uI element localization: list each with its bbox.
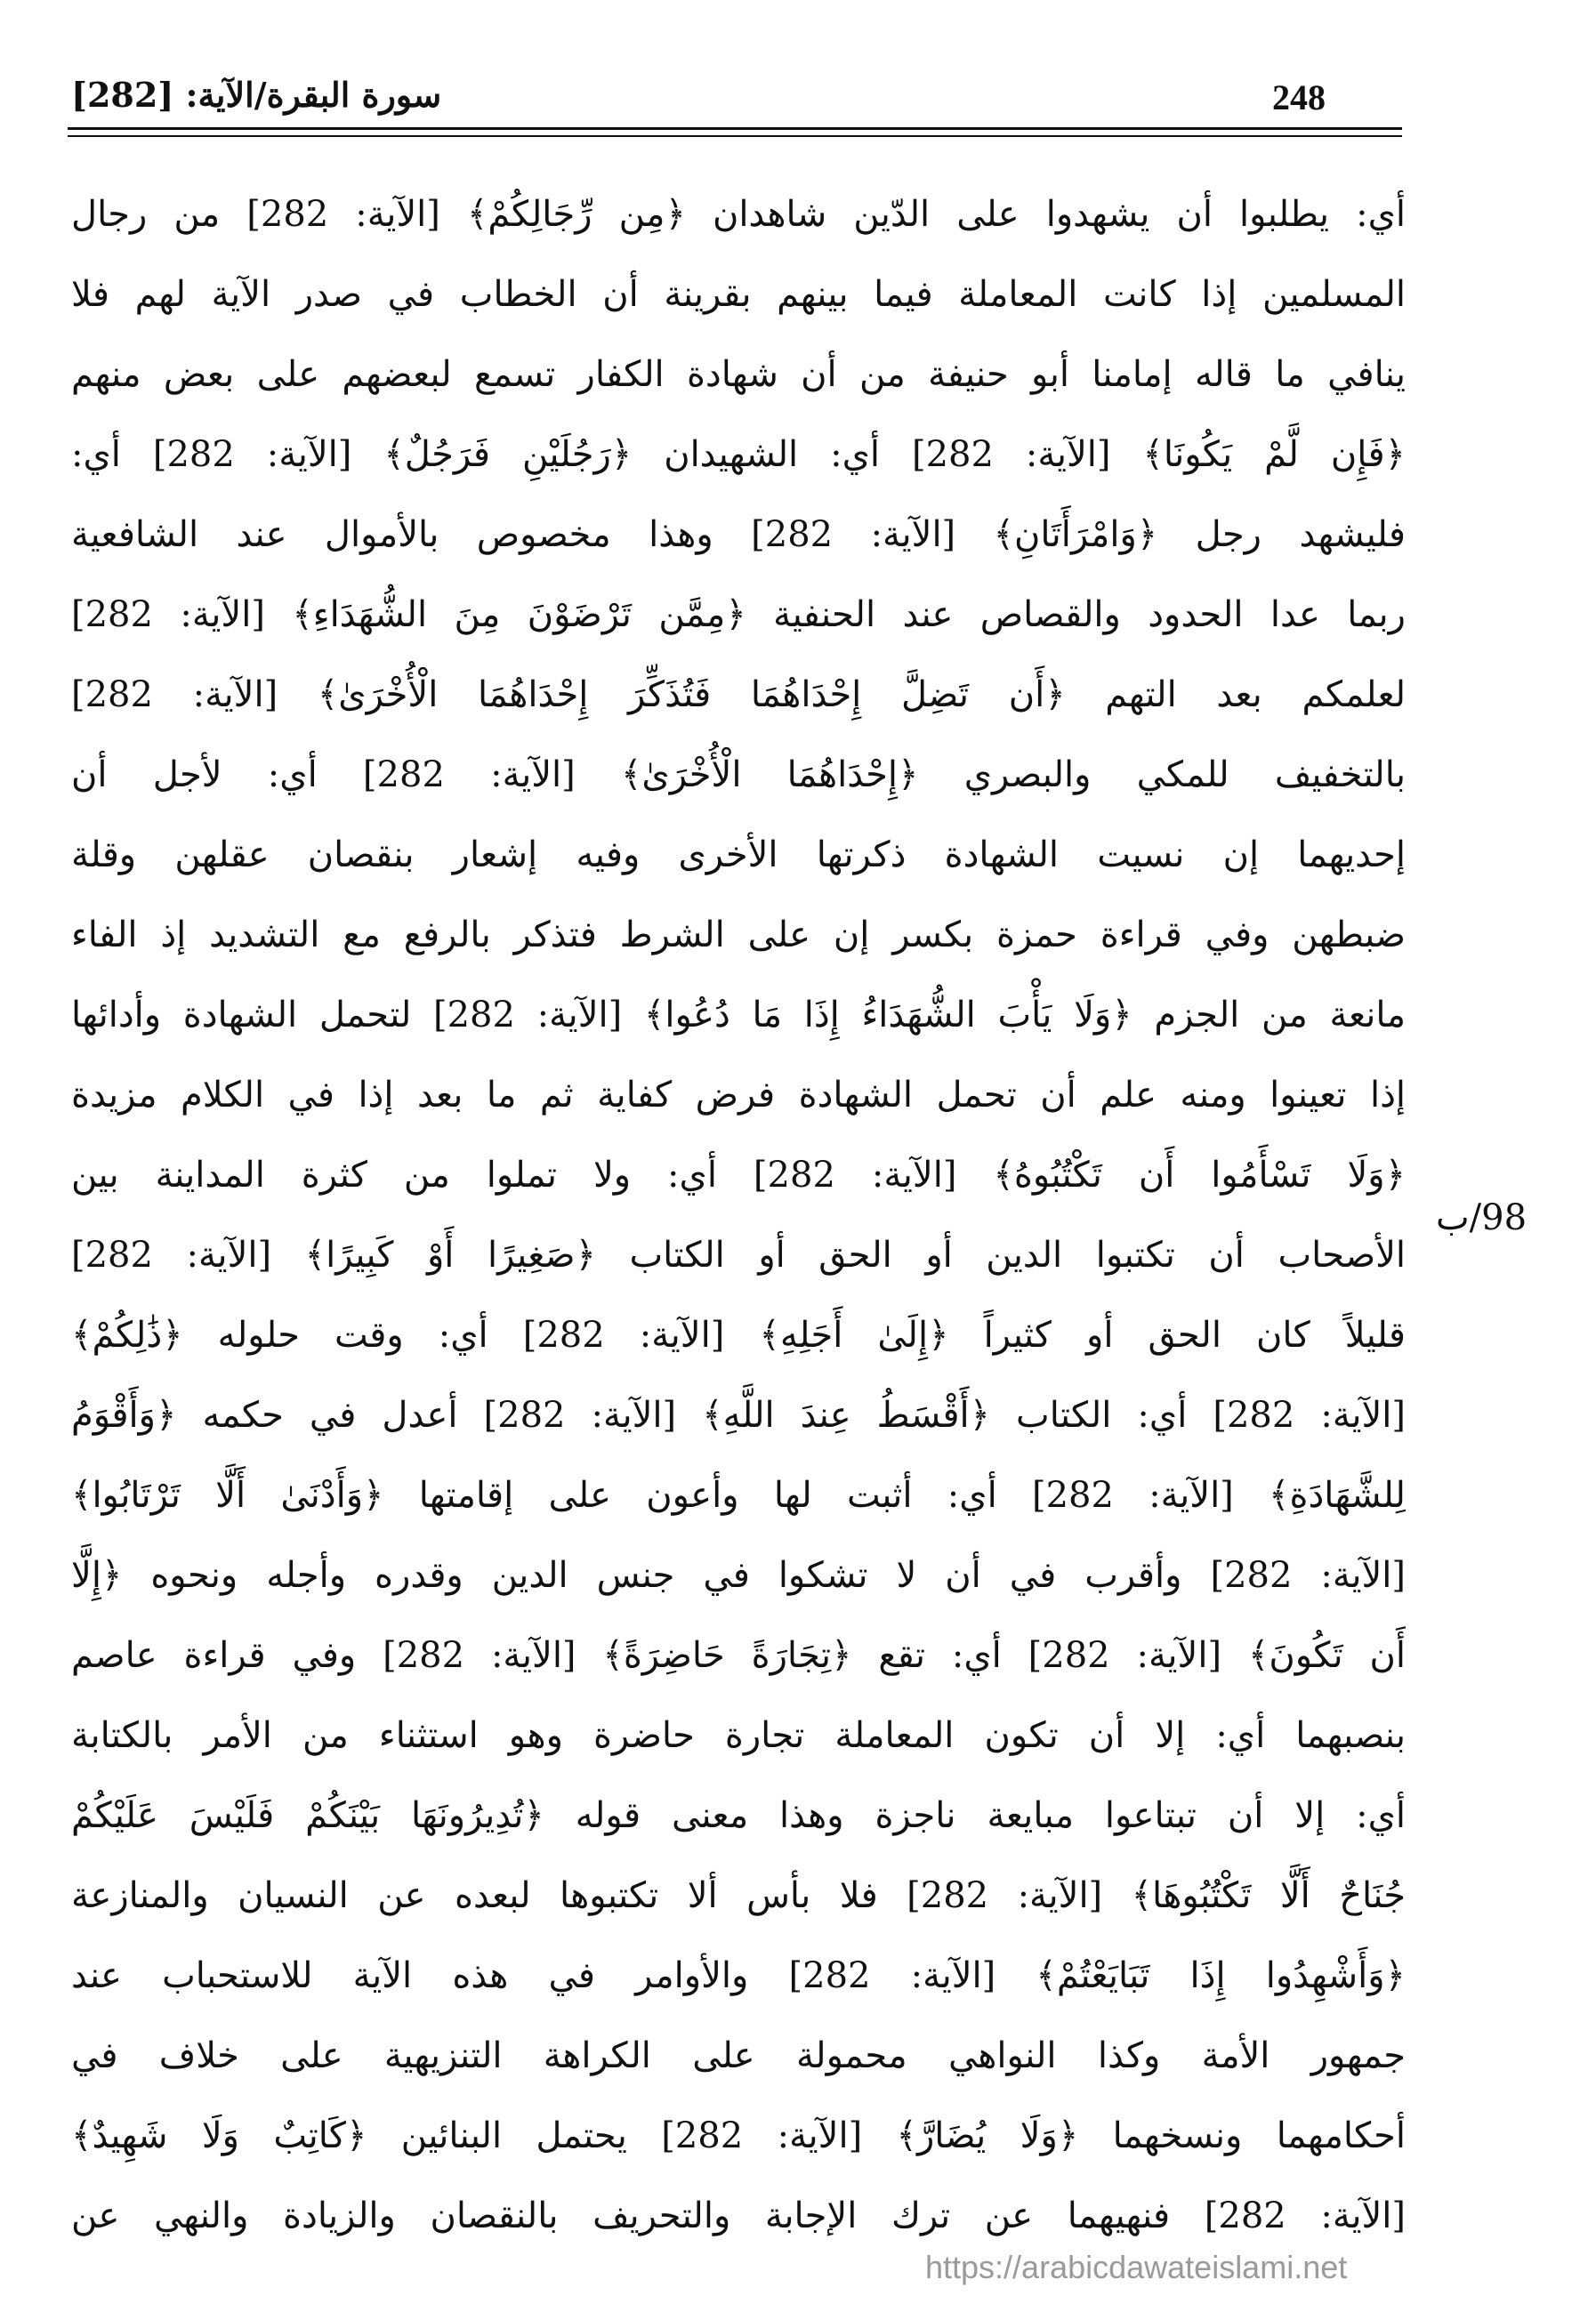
- text-line: ربما عدا الحدود والقصاص عند الحنفية ﴿مِمَّن تَرْضَوْنَ مِنَ الشُّهَدَاءِ﴾ [الآية: 282]: [71, 594, 1406, 635]
- watermark-url: https://arabicdawateislami.net: [925, 2249, 1348, 2285]
- text-line: ينافي ما قاله إمامنا أبو حنيفة من أن شهادة الكفار تسمع لبعضهم على بعض منهم: [71, 354, 1406, 395]
- text-line: إذا تعينوا ومنه علم أن تحمل الشهادة فرض كفاية ثم ما بعد إذا في الكلام مزيدة: [71, 1075, 1406, 1116]
- text-line: لعلمكم بعد التهم ﴿أَن تَضِلَّ إِحْدَاهُمَا فَتُذَكِّرَ إِحْدَاهُمَا الْأُخْرَىٰ﴾ [الآية: 282]: [71, 674, 1406, 715]
- text-line: بالتخفيف للمكي والبصري ﴿إِحْدَاهُمَا الْأُخْرَىٰ﴾ [الآية: 282] أي: لأجل أن: [71, 754, 1406, 795]
- header-rule-secondary: [68, 135, 1402, 137]
- text-line: [الآية: 282] أي: الكتاب ﴿أَقْسَطُ عِندَ اللَّهِ﴾ [الآية: 282] أعدل في حكمه ﴿وَأَقْوَمُ: [71, 1395, 1406, 1436]
- text-line: أحكامهما ونسخهما ﴿وَلَا يُضَارَّ﴾ [الآية: 282] يحتمل البنائين ﴿كَاتِبٌ وَلَا شَهِيدٌ﴾: [71, 2115, 1406, 2156]
- page-header-title: سورة البقرة/الآية: [282]: [71, 75, 442, 115]
- page-number: 248: [1272, 77, 1326, 117]
- text-line: ﴿وَلَا تَسْأَمُوا أَن تَكْتُبُوهُ﴾ [الآية: 282] أي: ولا تملوا من كثرة المداينة بين: [71, 1155, 1406, 1196]
- text-line: بنصبهما أي: إلا أن تكون المعاملة تجارة حاضرة وهو استثناء من الأمر بالكتابة: [71, 1715, 1406, 1756]
- text-line: لِلشَّهَادَةِ﴾ [الآية: 282] أي: أثبت لها وأعون على إقامتها ﴿وَأَدْنَىٰ أَلَّا تَرْتَابُوا﴾: [71, 1475, 1406, 1516]
- text-line: جمهور الأمة وكذا النواهي محمولة على الكراهة التنزيهية على خلاف في: [71, 2035, 1406, 2076]
- text-line: [الآية: 282] وأقرب في أن لا تشكوا في جنس الدين وقدره وأجله ونحوه ﴿إِلَّا: [71, 1555, 1406, 1596]
- text-line: مانعة من الجزم ﴿وَلَا يَأْبَ الشُّهَدَاءُ إِذَا مَا دُعُوا﴾ [الآية: 282] لتحمل الشهادة وأدائها: [71, 995, 1406, 1035]
- text-line: ﴿فَإِن لَّمْ يَكُونَا﴾ [الآية: 282] أي: الشهيدان ﴿رَجُلَيْنِ فَرَجُلٌ﴾ [الآية: 282] أي:: [71, 434, 1406, 475]
- text-line: أَن تَكُونَ﴾ [الآية: 282] أي: تقع ﴿تِجَارَةً حَاضِرَةً﴾ [الآية: 282] وفي قراءة عاصم: [71, 1635, 1406, 1676]
- text-line: الأصحاب أن تكتبوا الدين أو الحق أو الكتاب ﴿صَغِيرًا أَوْ كَبِيرًا﴾ [الآية: 282]: [71, 1235, 1406, 1276]
- text-line: جُنَاحٌ أَلَّا تَكْتُبُوهَا﴾ [الآية: 282] فلا بأس ألا تكتبوها لبعده عن النسيان والمنازعة: [71, 1875, 1406, 1916]
- text-line: قليلاً كان الحق أو كثيراً ﴿إِلَىٰ أَجَلِهِ﴾ [الآية: 282] أي: وقت حلوله ﴿ذَٰلِكُمْ﴾: [71, 1315, 1406, 1356]
- body-text: [71, 174, 1406, 2256]
- text-line: أي: يطلبوا أن يشهدوا على الدّين شاهدان ﴿مِن رِّجَالِكُمْ﴾ [الآية: 282] من رجال: [71, 194, 1406, 235]
- text-line: فليشهد رجل ﴿وَامْرَأَتَانِ﴾ [الآية: 282] وهذا مخصوص بالأموال عند الشافعية: [71, 514, 1406, 555]
- text-line: أي: إلا أن تبتاعوا مبايعة ناجزة وهذا معنى قوله ﴿تُدِيرُونَهَا بَيْنَكُمْ فَلَيْسَ عَلَيْكُمْ: [71, 1795, 1406, 1836]
- text-line: ضبطهن وفي قراءة حمزة بكسر إن على الشرط فتذكر بالرفع مع التشديد إذ الفاء: [71, 914, 1406, 955]
- text-line: [الآية: 282] فنهيهما عن ترك الإجابة والتحريف بالنقصان والزيادة والنهي عن: [71, 2195, 1406, 2236]
- text-line: إحديهما إن نسيت الشهادة ذكرتها الأخرى وفيه إشعار بنقصان عقلهن وقلة: [71, 834, 1406, 875]
- header-rule: [68, 127, 1402, 130]
- text-line: ﴿وَأَشْهِدُوا إِذَا تَبَايَعْتُمْ﴾ [الآية: 282] والأوامر في هذه الآية للاستحباب عند: [71, 1955, 1406, 1996]
- margin-folio-note: 98/ب: [1436, 1197, 1527, 1238]
- text-line: المسلمين إذا كانت المعاملة فيما بينهم بقرينة أن الخطاب في صدر الآية لهم فلا: [71, 274, 1406, 315]
